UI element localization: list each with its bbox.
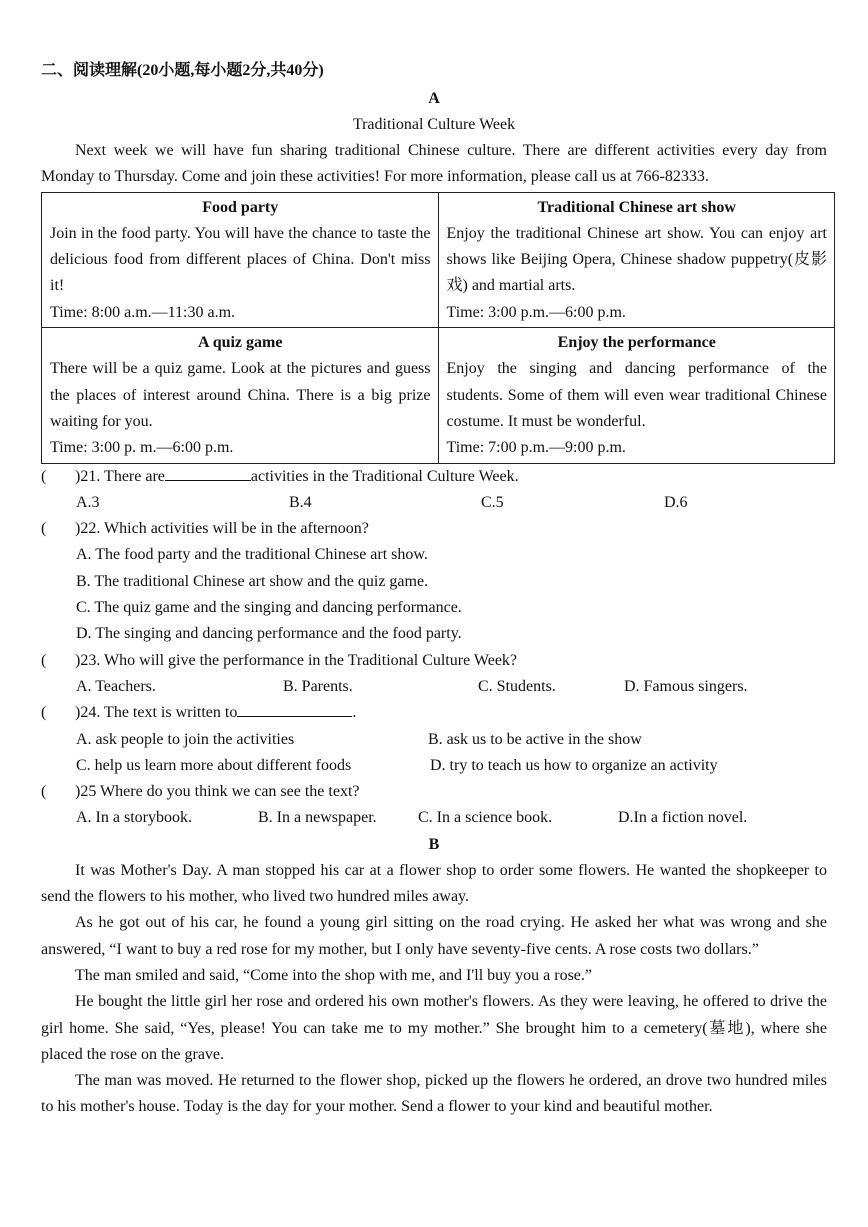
activity-body: There will be a quiz game. Look at the pictures and guess the places of interest around China. There is a big prize waiting for you.: [50, 360, 431, 430]
activity-time: Time: 8:00 a.m.—11:30 a.m.: [50, 303, 236, 321]
activities-table: [41, 192, 835, 464]
option[interactable]: B. The traditional Chinese art show and the quiz game.: [76, 572, 429, 590]
option[interactable]: D. Famous singers.: [624, 677, 748, 695]
passage-a-label: A: [428, 90, 440, 107]
question-stem: )22. Which activities will be in the afternoon?: [75, 520, 369, 538]
answer-blank[interactable]: [237, 700, 352, 717]
answer-paren[interactable]: (: [41, 520, 47, 538]
option[interactable]: C. help us learn more about different foods: [76, 756, 352, 774]
option[interactable]: C. The quiz game and the singing and dancing performance.: [76, 599, 462, 617]
activity-cell-art-show: [438, 192, 835, 327]
question-stem: )25 Where do you think we can see the text?: [75, 783, 360, 801]
activity-time: Time: 7:00 p.m.—9:00 p.m.: [446, 439, 626, 457]
answer-blank[interactable]: [165, 464, 251, 481]
option[interactable]: C.5: [481, 493, 504, 511]
section-heading: 二、阅读理解(20小题,每小题2分,共40分): [41, 62, 324, 79]
activity-cell-quiz-game: [42, 328, 439, 463]
answer-paren[interactable]: (: [41, 783, 47, 801]
option[interactable]: C. In a science book.: [418, 809, 553, 827]
passage-b-label: B: [428, 835, 440, 853]
option[interactable]: A. Teachers.: [76, 677, 156, 695]
answer-paren[interactable]: (: [41, 704, 47, 722]
option[interactable]: A. ask people to join the activities: [76, 730, 295, 748]
option[interactable]: A. In a storybook.: [76, 809, 192, 827]
passage-a-title: Traditional Culture Week: [352, 116, 516, 133]
option[interactable]: D. try to teach us how to organize an activity: [430, 756, 718, 774]
question-23: [41, 648, 827, 674]
option[interactable]: D. The singing and dancing performance and the food party.: [76, 625, 462, 643]
passage-b-paragraph: He bought the little girl her rose and ordered his own mother's flowers. As they were leaving, he offered to drive the girl home. She said, “Yes, please! You can take me to my mother.” She brought him to a cemetery(墓地), where she placed the rose on the grave.: [41, 993, 827, 1063]
option[interactable]: A.3: [76, 493, 100, 511]
option[interactable]: A. The food party and the traditional Chinese art show.: [76, 546, 428, 564]
activity-body: Join in the food party. You will have the chance to taste the delicious food from different places of China. Don't miss it!: [50, 224, 431, 295]
option[interactable]: C. Students.: [478, 677, 556, 695]
activity-title: Traditional Chinese art show: [537, 198, 736, 216]
activity-cell-food-party: [42, 192, 439, 327]
activity-time: Time: 3:00 p.m.—6:00 p.m.: [446, 303, 626, 321]
passage-a-intro: Next week we will have fun sharing traditional Chinese culture. There are different activities every day from Monday to Thursday. Come and join these activities! For more information, please call us at 766-82333.: [41, 142, 827, 186]
passage-b-paragraph: It was Mother's Day. A man stopped his car at a flower shop to order some flowers. He wanted the shopkeeper to send the flowers to his mother, who lived two hundred miles away.: [41, 861, 827, 906]
option[interactable]: B. Parents.: [283, 677, 353, 695]
question-22: [41, 516, 827, 542]
activity-time: Time: 3:00 p. m.—6:00 p.m.: [50, 439, 234, 457]
option[interactable]: D.In a fiction novel.: [618, 809, 748, 827]
exam-page: [41, 58, 827, 1121]
passage-b-paragraph: The man was moved. He returned to the flower shop, picked up the flowers he ordered, an drove two hundred miles to his mother's house. Today is the day for your mother. Send a flower to your kind and beautiful mother.: [41, 1072, 827, 1116]
activity-title: A quiz game: [198, 334, 283, 352]
question-25: [41, 779, 827, 805]
option[interactable]: D.6: [664, 493, 688, 511]
activity-body: Enjoy the traditional Chinese art show. You can enjoy art shows like Beijing Opera, Chinese shadow puppetry(皮影戏) and martial arts.: [446, 224, 827, 295]
options-25: [41, 805, 827, 831]
options-21: [41, 490, 827, 516]
question-stem: )23. Who will give the performance in the Traditional Culture Week?: [75, 651, 518, 669]
passage-b-paragraph: As he got out of his car, he found a young girl sitting on the road crying. He asked her what was wrong and she answered, “I want to buy a red rose for my mother, but I only have seventy-five cents. A rose costs two dollars.”: [41, 914, 827, 958]
option[interactable]: B. In a newspaper.: [258, 809, 377, 827]
answer-paren[interactable]: (: [41, 651, 47, 669]
activity-cell-performance: [438, 328, 835, 463]
options-23: [41, 674, 827, 700]
question-stem: )21. There are: [75, 467, 165, 485]
question-stem: )24. The text is written to: [75, 704, 238, 722]
question-stem-end: activities in the Traditional Culture Week.: [250, 467, 519, 485]
answer-paren[interactable]: (: [41, 467, 47, 485]
option[interactable]: B. ask us to be active in the show: [428, 730, 642, 748]
question-24: [41, 700, 827, 726]
activity-title: Food party: [202, 198, 279, 216]
option[interactable]: B.4: [289, 493, 312, 511]
activity-title: Enjoy the performance: [557, 334, 716, 352]
question-stem-end: .: [352, 704, 357, 722]
passage-b-paragraph: The man smiled and said, “Come into the shop with me, and I'll buy you a rose.”: [75, 966, 592, 984]
options-24-row1: [41, 727, 827, 753]
options-24-row2: [41, 753, 827, 779]
activity-body: Enjoy the singing and dancing performance of the students. Some of them will even wear traditional Chinese costume. It must be wonderful.: [446, 360, 827, 430]
question-21: [41, 464, 827, 490]
